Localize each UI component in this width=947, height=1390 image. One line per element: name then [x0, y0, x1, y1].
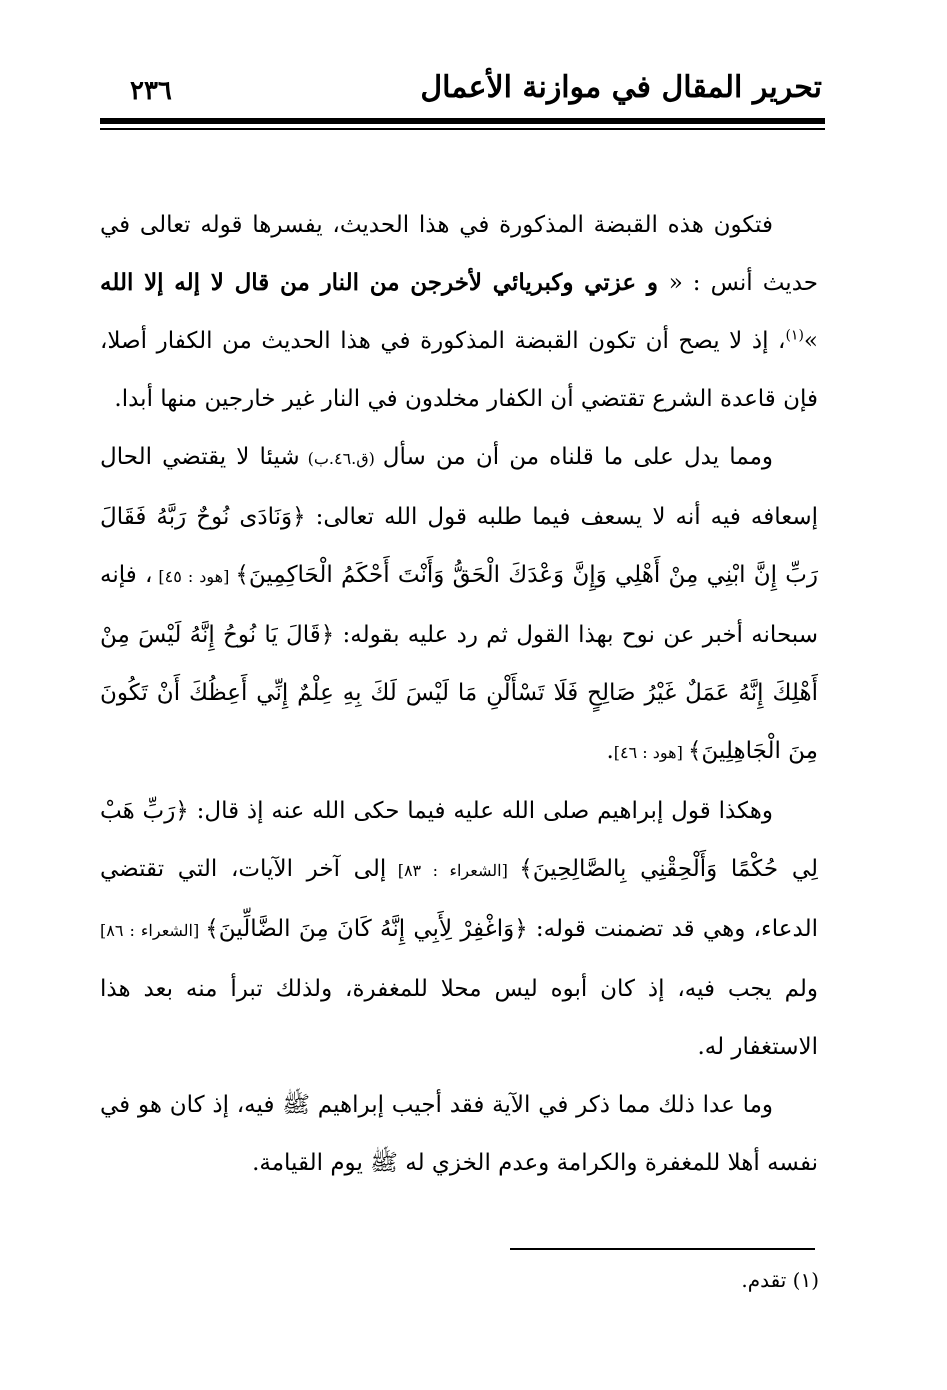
paragraph-4: [100, 1076, 818, 1192]
paragraph-3-text-b: إلى آخر الآيات، التي تقتضي الدعاء، وهي قد تضمنت قوله: ﴿وَاغْفِرْ لِأَبِي إِنَّهُ كَانَ مِنَ الضَّالِّينَ﴾: [100, 856, 818, 942]
paragraph-1: [100, 196, 818, 428]
verse-ref-shuara-86: [الشعراء : ٨٦]: [100, 921, 206, 940]
paragraph-3-text-c: ولم يجب فيه، إذ كان أبوه ليس محلا للمغفرة، ولذلك تبرأ منه بعد هذا الاستغفار له.: [100, 976, 818, 1060]
paragraph-2-text-a: ومما يدل على ما قلناه من أن من سأل: [382, 444, 773, 470]
body-text: [100, 196, 818, 1192]
footnote-separator: [510, 1248, 815, 1250]
paragraph-2-text-d: .: [606, 738, 614, 764]
paragraph-1-text-c: ، إذ لا يصح أن تكون القبضة المذكورة في هذا الحديث من الكفار أصلا، فإن قاعدة الشرع تقتضي أن الكفار مخلدون في النار غير خارجين منها أبدا.: [100, 328, 818, 412]
verse-ref-hud-46: [هود : ٤٦]: [613, 743, 688, 762]
paragraph-3-text-a: وهكذا قول إبراهيم صلى الله عليه فيما حكى الله عنه إذ قال: ﴿رَبِّ هَبْ لِي حُكْمًا وَأَلْحِقْنِي بِالصَّالِحِينَ﴾: [100, 798, 819, 882]
paragraph-2-text-b: شيئا لا يقتضي الحال إسعافه فيه أنه لا يسعف فيما طلبه قول الله تعالى: ﴿وَنَادَى نُوحٌ رَبَّهُ فَقَالَ رَبِّ إِنَّ ابْنِي مِنْ أَهْلِي وَإِنَّ وَعْدَكَ الْحَقُّ وَأَنْتَ أَحْكَمُ الْحَاكِمِينَ﴾: [100, 444, 819, 588]
paragraph-3: [100, 782, 818, 1076]
header-rule-thick: [100, 118, 825, 124]
header-rule-thin: [100, 128, 825, 130]
verse-ref-shuara-83: [الشعراء : ٨٣]: [386, 861, 520, 880]
manuscript-folio-ref: (ق.٤٦.ب): [299, 449, 383, 468]
footnote: (١) تقدم.: [741, 1268, 819, 1292]
paragraph-2: [100, 428, 818, 782]
page-number: ٢٣٦: [130, 76, 172, 106]
footnote-reference: (١): [785, 327, 804, 344]
paragraph-4-text-a: وما عدا ذلك مما ذكر في الآية فقد أجيب إبراهيم ﷺ فيه، إذ كان هو في نفسه أهلا للمغفرة والكرامة وعدم الخزي له ﷺ يوم القيامة.: [100, 1092, 818, 1176]
hadith-quote: و عزتي وكبريائي لأخرجن من النار من قال لا إله إلا الله: [100, 269, 669, 296]
paragraph-2-text-c: ، فإنه سبحانه أخبر عن نوح بهذا القول ثم رد عليه بقوله: ﴿قَالَ يَا نُوحُ إِنَّهُ لَيْسَ مِنْ أَهْلِكَ إِنَّهُ عَمَلٌ غَيْرُ صَالِحٍ فَلَا تَسْأَلْنِ مَا لَيْسَ لَكَ بِهِ عِلْمٌ إِنِّي أَعِظُكَ أَنْ تَكُونَ مِنَ الْجَاهِلِينَ﴾: [100, 562, 818, 764]
verse-ref-hud-45: [هود : ٤٥]: [152, 567, 236, 586]
running-header-title: تحرير المقال في موازنة الأعمال: [420, 70, 822, 105]
paragraph-1-text-b: »: [803, 328, 818, 354]
paragraph-1-text-a: فتكون هذه القبضة المذكورة في هذا الحديث، يفسرها قوله تعالى في حديث أنس : «: [100, 212, 818, 296]
